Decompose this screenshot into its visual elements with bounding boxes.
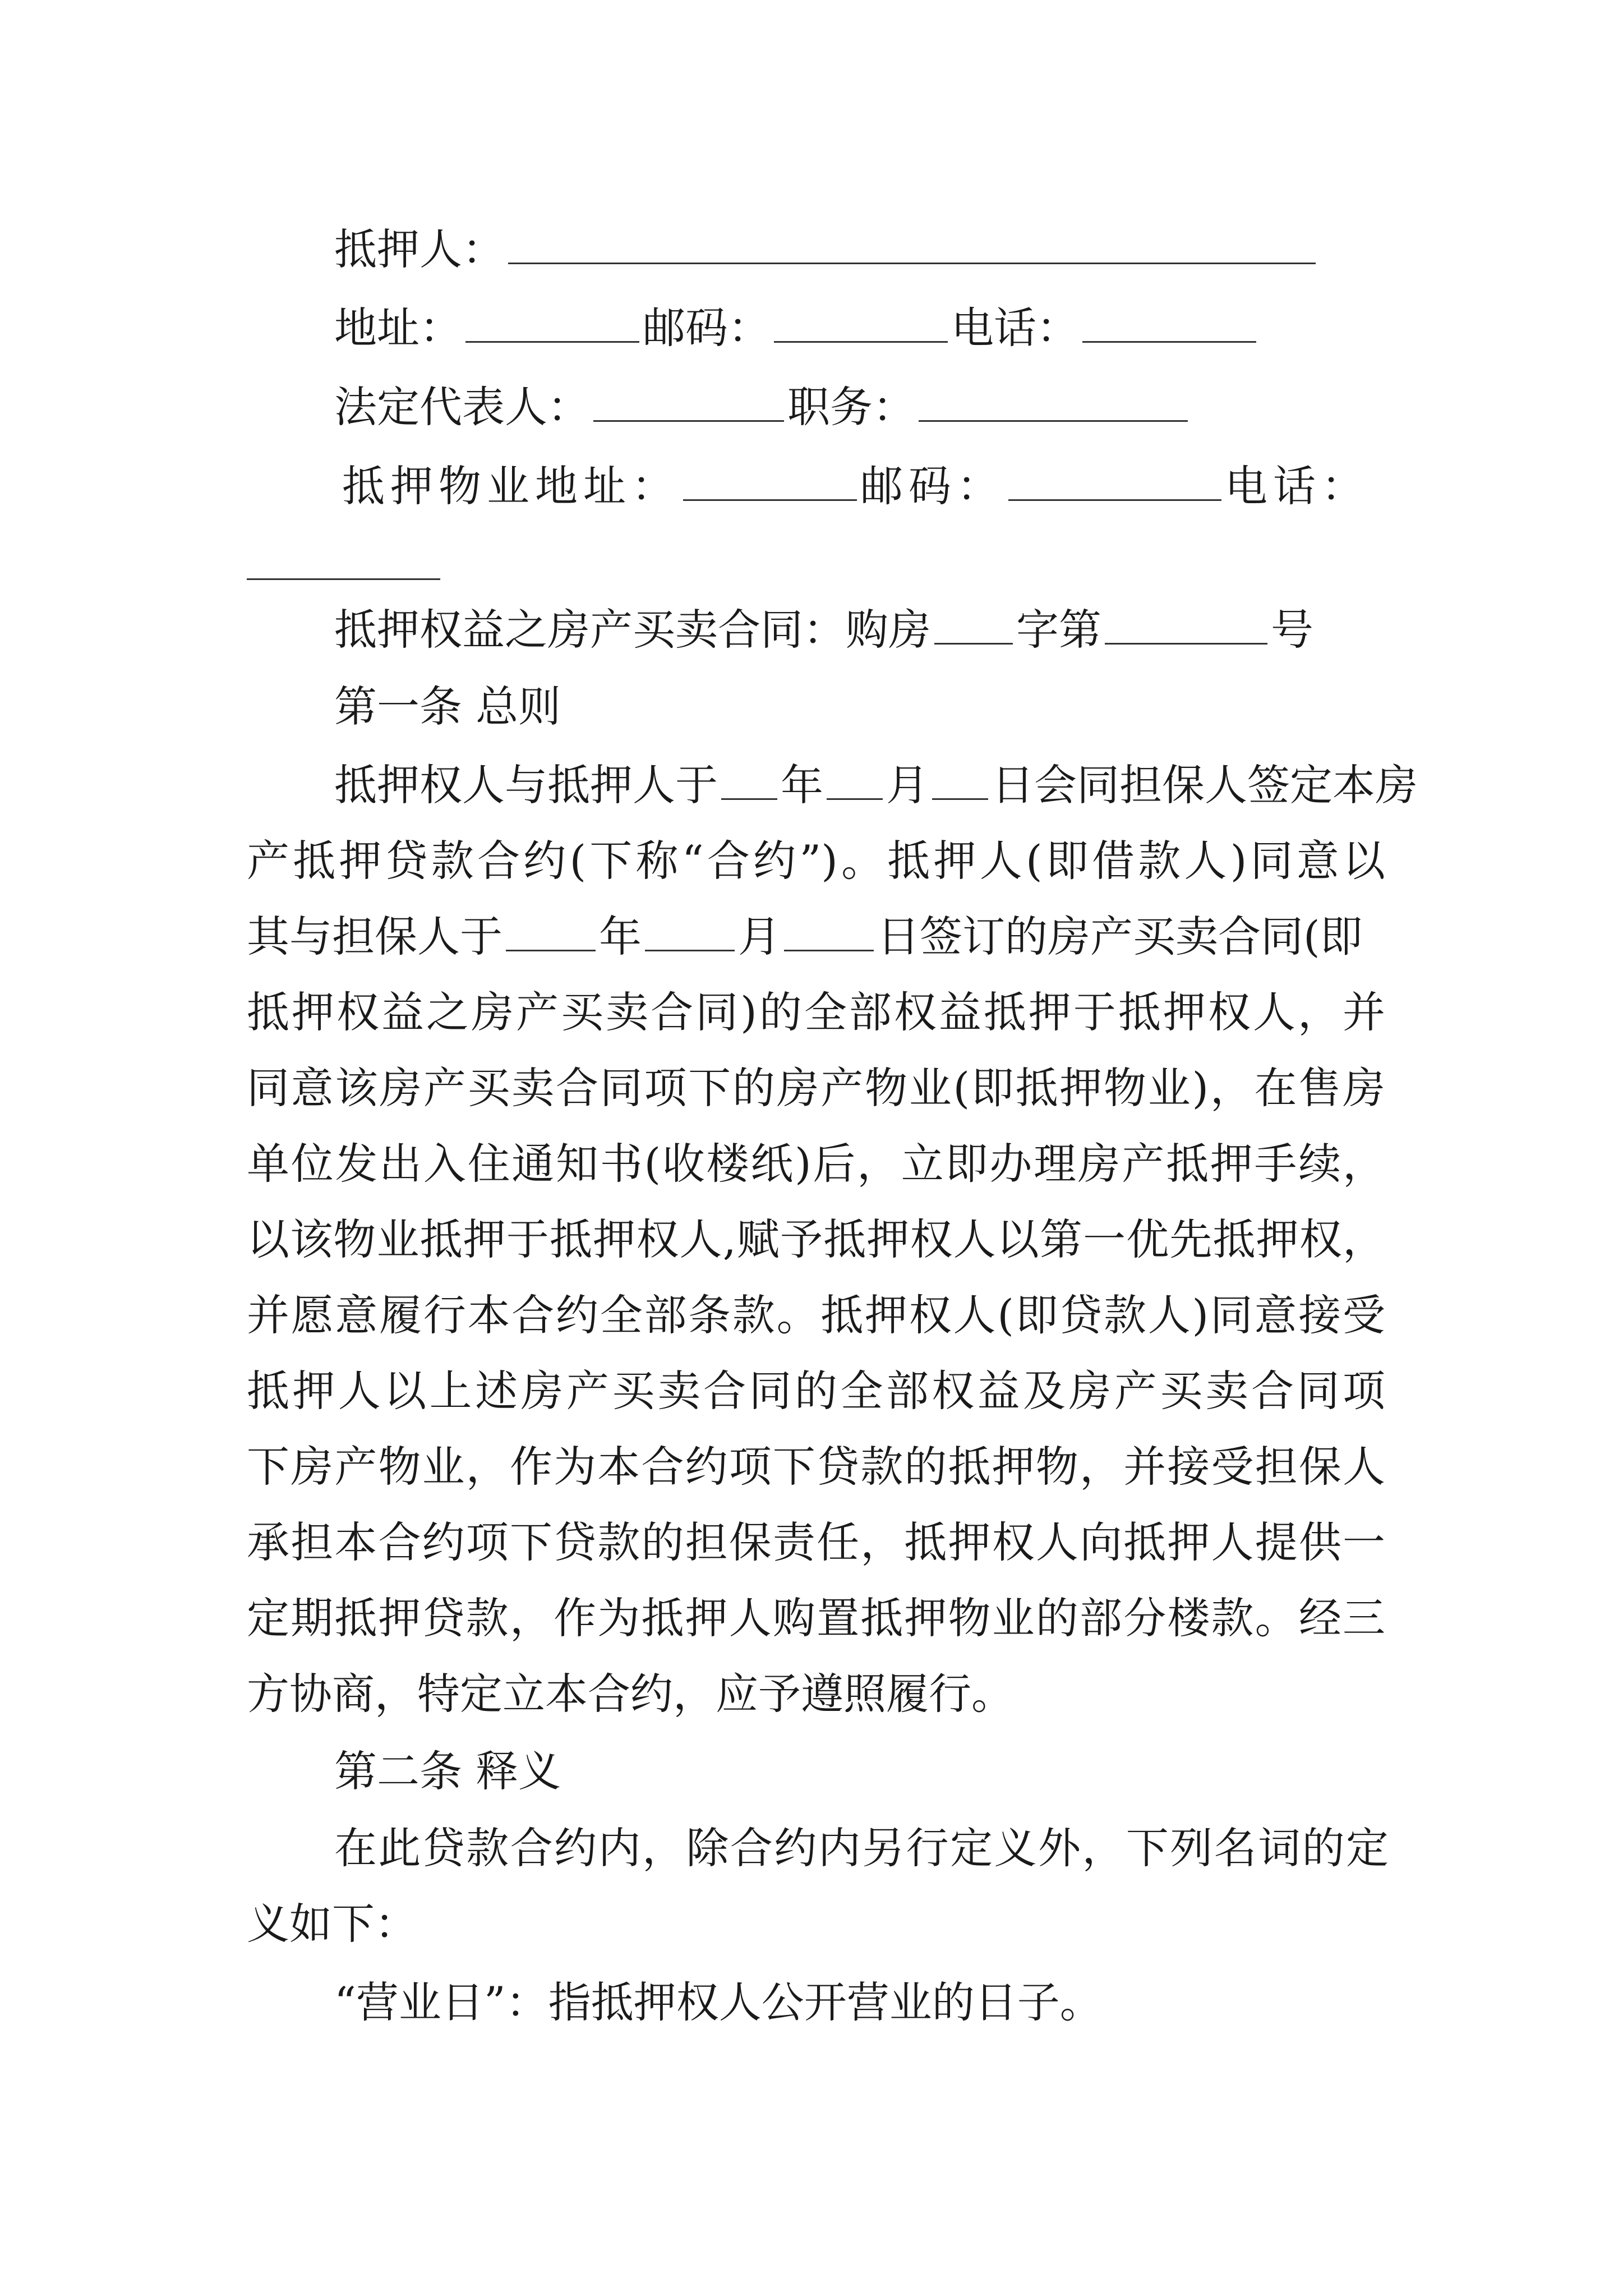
article-1-line-2-text: 产抵押贷款合约(下称“合约”)。抵押人(即借款人)同意以 — [247, 836, 1385, 886]
article-1-line-1b: 年 — [781, 760, 823, 810]
article-1-line-9 — [247, 1363, 1385, 1419]
article-1-line-1c: 月 — [886, 760, 929, 810]
article-1-line-13: 方协商，特定立本合约，应予遵照履行。 — [247, 1669, 1014, 1719]
date-month-blank — [827, 759, 883, 800]
article-1-line-10 — [247, 1439, 1385, 1495]
postcode-blank — [774, 302, 948, 343]
article-1-line-7-text: 以该物业抵押于抵押权人,赋予抵押权人以第一优先抵押权， — [247, 1214, 1385, 1264]
article-1-line-7 — [247, 1212, 1385, 1268]
address-label: 地址： — [334, 303, 462, 353]
date-day-blank — [932, 759, 988, 800]
article-1-line-11-text: 承担本合约项下贷款的担保责任，抵押权人向抵押人提供一 — [247, 1517, 1385, 1567]
mortgagor-line — [334, 222, 1319, 278]
article-1-line-5-text: 同意该房产买卖合同项下的房产物业(即抵押物业)，在售房 — [247, 1063, 1385, 1113]
phone-label: 电话： — [951, 303, 1079, 353]
contract-ref-line — [334, 602, 1313, 658]
property-postcode-label: 邮码： — [860, 461, 1005, 511]
property-phone-blank — [247, 539, 440, 580]
sign-month-blank — [645, 910, 735, 951]
phone-blank — [1082, 302, 1256, 343]
mortgagor-blank — [508, 223, 1316, 264]
article-1-line-4 — [247, 984, 1385, 1041]
article-1-line-1d: 日会同担保人签定本房 — [992, 760, 1418, 810]
address-line — [334, 300, 1260, 356]
article-1-line-9-text: 抵押人以上述房产买卖合同的全部权益及房产买卖合同项 — [247, 1366, 1385, 1416]
mortgagor-label: 抵押人： — [334, 224, 505, 274]
contract-ref-blank-2 — [1105, 604, 1267, 645]
contract-ref-suffix: 号 — [1271, 605, 1313, 655]
property-phone-line — [247, 537, 440, 593]
property-phone-label: 电话： — [1225, 461, 1370, 511]
property-postcode-blank — [1008, 460, 1221, 501]
sign-year-blank — [506, 910, 596, 951]
legal-rep-label: 法定代表人： — [334, 382, 590, 432]
article-1-line-3b: 年 — [599, 912, 642, 961]
contract-ref-blank-1 — [934, 604, 1013, 645]
article-1-line-1 — [334, 757, 1418, 813]
article-1-title: 第一条 总则 — [334, 682, 561, 731]
article-1-line-1a: 抵押权人与抵押人于 — [334, 760, 718, 810]
article-1-line-4-text: 抵押权益之房产买卖合同)的全部权益抵押于抵押权人，并 — [247, 987, 1385, 1037]
property-address-blank — [683, 460, 857, 501]
contract-ref-middle: 字第 — [1016, 605, 1101, 655]
article-1-line-3c: 月 — [738, 912, 781, 961]
article-1-line-3d: 日签订的房产买卖合同(即 — [877, 912, 1363, 961]
article-1-line-6-text: 单位发出入住通知书(收楼纸)后，立即办理房产抵押手续， — [247, 1139, 1385, 1189]
position-blank — [919, 381, 1188, 422]
article-1-line-10-text: 下房产物业，作为本合约项下贷款的抵押物，并接受担保人 — [247, 1442, 1385, 1492]
property-address-line — [342, 458, 1370, 514]
article-1-line-8-text: 并愿意履行本合约全部条款。抵押权人(即贷款人)同意接受 — [247, 1290, 1385, 1340]
property-address-label: 抵押物业地址： — [342, 461, 680, 511]
contract-ref-prefix: 抵押权益之房产买卖合同：购房 — [334, 605, 931, 655]
article-1-line-11 — [247, 1515, 1385, 1571]
definition-business-day: “营业日”：指抵押权人公开营业的日子。 — [334, 1977, 1103, 2027]
article-1-line-12-text: 定期抵押贷款，作为抵押人购置抵押物业的部分楼款。经三 — [247, 1593, 1385, 1643]
date-year-blank — [721, 759, 777, 800]
article-1-line-5 — [247, 1060, 1385, 1116]
article-1-line-3 — [247, 909, 1363, 965]
article-1-line-8 — [247, 1287, 1385, 1343]
article-1-line-2 — [247, 833, 1385, 889]
article-1-line-6 — [247, 1136, 1385, 1192]
position-label: 职务： — [787, 382, 915, 432]
address-blank — [465, 302, 639, 343]
article-1-line-3a: 其与担保人于 — [247, 912, 502, 961]
article-2-title: 第二条 释义 — [334, 1746, 561, 1796]
article-2-line-1 — [334, 1820, 1389, 1876]
article-1-line-12 — [247, 1590, 1385, 1646]
article-2-line-1-text: 在此贷款合约内，除合约内另行定义外，下列名词的定 — [334, 1823, 1389, 1873]
postcode-label: 邮码： — [643, 303, 771, 353]
legal-rep-blank — [593, 381, 784, 422]
legal-rep-line — [334, 379, 1191, 435]
article-2-line-2: 义如下： — [247, 1899, 417, 1949]
sign-day-blank — [784, 910, 874, 951]
